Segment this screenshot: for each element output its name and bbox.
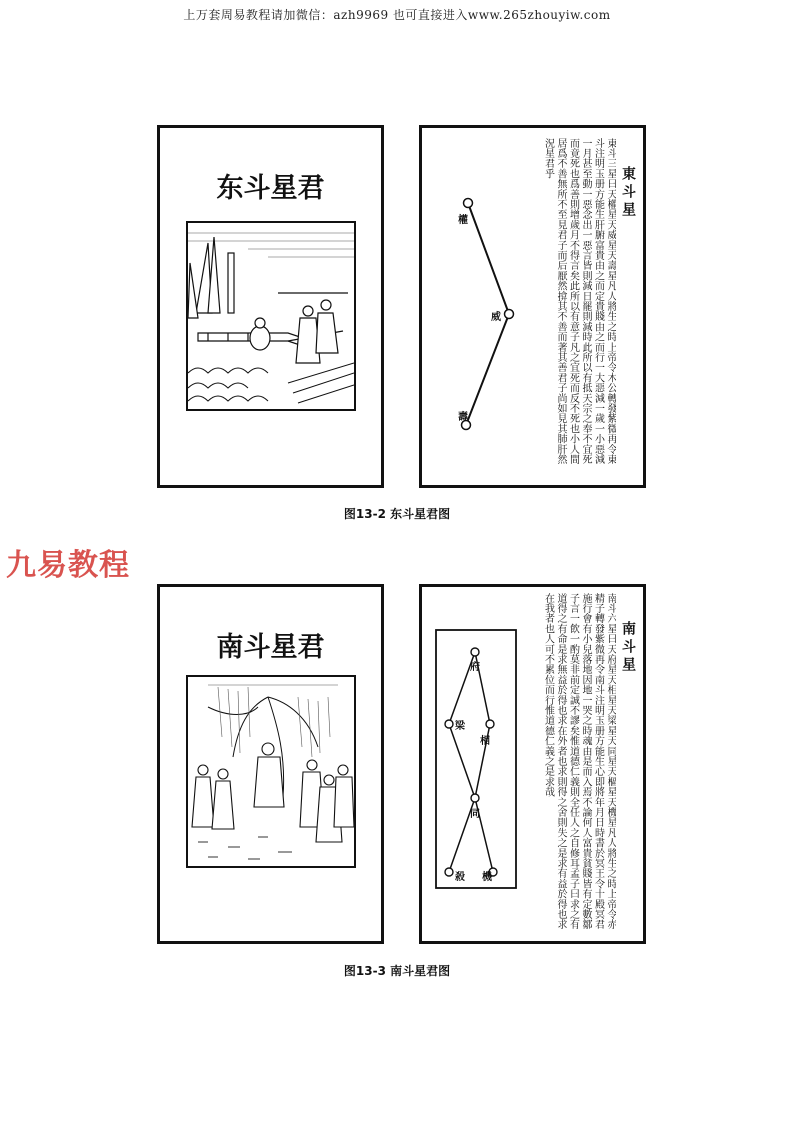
watermark-logo: 九易教程 <box>6 548 130 583</box>
east-panel-title: 東斗星 <box>620 166 636 220</box>
east-star-quan <box>464 199 473 208</box>
page-header: 上万套周易教程请加微信：azh9969 也可直接进入www.265zhouyiw.com <box>183 8 611 22</box>
south-dipper-text-panel <box>419 584 646 944</box>
south-star-label-xiang: 相 <box>480 736 490 747</box>
south-star-tong <box>471 794 479 802</box>
south-star-label-sha: 殺 <box>455 872 465 883</box>
south-card-title: 南斗星君 <box>216 632 325 663</box>
east-star-label-quan: 權 <box>458 215 468 226</box>
south-star-sha <box>445 868 453 876</box>
south-star-label-liang: 梁 <box>455 721 465 732</box>
south-star-label-tong: 同 <box>470 809 480 820</box>
south-classical-text: 南斗六星曰天府星天相星天梁星天同星天樞星天機星凡人將生之時上帝令赤精子轉發紫微再令南斗注明玉册方能生心即將年月日時書於冥王令十殿冥君施行會有小兒落地因地一哭之時魂由是而入焉不論何人富貴貧賤皆有定數鄒子言一飲一酌莫非前定誠不謬矣惟道德仁義則全任人之自修耳孟子曰求之有道得之有命是求無益於得也求在外者也求則得之舍則失之是求有益於得也求在我者也人可不累位而行惟道德仁義之是求哉 <box>542 593 616 930</box>
south-star-fu <box>471 648 479 656</box>
east-classical-text: 東斗三星曰天權星天威星天壽星凡人將生之時上帝令木公轉發紫微再令東斗注明玉册方能生肝腑富貴由之而定貴賤由之而行一大惡減一歲一小惡減一月甚至動一惡念出一惡言皆則減日罷則減時此所以有抵天宗之奉不宜死而竟死也爲善則增歲月不得言矣此所以有意子凡之宜死而反不死也小人間居爲不善無所不至見君子而后厭然揜其不善而著其善君子尚如見其肺肝然況星君乎 <box>542 138 616 465</box>
south-dipper-card <box>157 584 384 944</box>
figure-13-2-caption: 图13-2 东斗星君图 <box>343 507 451 521</box>
east-star-label-shou: 壽 <box>458 412 468 423</box>
figure-13-3-caption: 图13-3 南斗星君图 <box>343 964 451 978</box>
east-dipper-text-panel <box>419 125 646 488</box>
east-card-title: 东斗星君 <box>216 173 325 204</box>
east-star-wei <box>505 310 514 319</box>
south-star-xiang <box>486 720 494 728</box>
south-panel-title: 南斗星 <box>620 621 636 675</box>
east-woodcut-illustration <box>186 221 356 411</box>
east-dipper-card <box>157 125 384 488</box>
south-star-liang <box>445 720 453 728</box>
south-woodcut-illustration <box>186 675 356 868</box>
east-star-label-wei: 威 <box>491 312 501 323</box>
south-star-label-fu: 府 <box>470 662 480 673</box>
south-star-label-ji: 機 <box>482 872 492 883</box>
